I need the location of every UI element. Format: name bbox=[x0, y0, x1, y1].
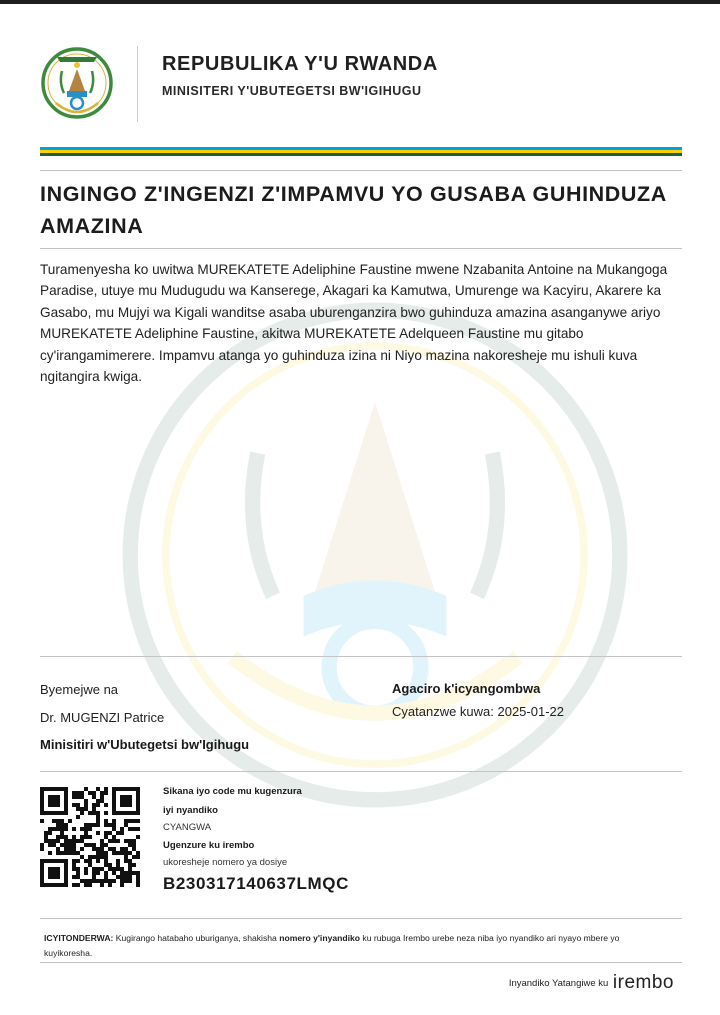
file-number-hint: ukoresheje nomero ya dosiye bbox=[163, 857, 288, 868]
scan-instruction: Sikana iyo code mu kugenzura bbox=[163, 786, 302, 797]
divider bbox=[40, 170, 682, 171]
signer-role: Minisitiri w'Ubutegetsi bw'Igihugu bbox=[40, 737, 250, 752]
notice-text-end: ku rubuga Irembo urebe neza niba iyo nyandiko ari nyayo mbere yo kuyikoresha. bbox=[44, 933, 620, 958]
notice-label: ICYITONDERWA: bbox=[44, 933, 114, 943]
irembo-logo[interactable]: irembo bbox=[612, 972, 674, 993]
top-border bbox=[0, 0, 720, 4]
or-label: CYANGWA bbox=[163, 822, 212, 833]
divider bbox=[40, 248, 682, 249]
rwanda-coat-of-arms-icon bbox=[40, 45, 114, 123]
ministry-name: MINISITERI Y'UBUTEGETSI BW'IGIHUGU bbox=[162, 84, 422, 98]
country-name: REPUBULIKA Y'U RWANDA bbox=[162, 53, 438, 75]
scan-instruction-cont: iyi nyandiko bbox=[163, 805, 218, 816]
divider bbox=[40, 656, 682, 657]
divider bbox=[40, 771, 682, 772]
notice-text: Kugirango hatabaho uburiganya, shakisha bbox=[113, 933, 280, 943]
validity-label: Agaciro k'icyangombwa bbox=[392, 681, 541, 696]
document-title: INGINGO Z'INGENZI Z'IMPAMVU YO GUSABA GUHINDUZA AMAZINA bbox=[40, 182, 667, 238]
flag-stripes bbox=[40, 147, 682, 156]
verify-label: Ugenzure ku irembo bbox=[163, 840, 255, 851]
document-body: Turamenyesha ko uwitwa MUREKATETE Adeliphine Faustine mwene Nzabanita Antoine na Mukangoga Paradise, utuye mu Mudugudu wa Kanserege, Akagari ka Kamutwa, Umurenge wa Kacyiru, Akarere ka Gasabo, mu Mujyi wa Kigali wanditse asaba uburenganzira bwo guhinduza amazina asanganywe ariyo MUREKATETE Adeliphine Faustine, akitwa MUREKATETE Adelqueen Faustine mu gitabo cy'irangamimerere. Impamvu atanga yo guhinduza izina ni Niyo mazina nakoresheje mu ishuli kuva ngitangira kwiga. bbox=[40, 262, 668, 385]
notice-term: nomero y'inyandiko bbox=[279, 933, 361, 943]
file-number: B230317140637LMQC bbox=[163, 874, 349, 893]
issued-by-label: Inyandiko Yatangiwe ku bbox=[508, 978, 609, 989]
signer-name: Dr. MUGENZI Patrice bbox=[40, 710, 165, 725]
qr-code-icon[interactable] bbox=[40, 787, 140, 887]
divider bbox=[40, 962, 682, 963]
header-divider bbox=[137, 46, 138, 122]
issued-date: Cyatanzwe kuwa: 2025-01-22 bbox=[392, 704, 564, 719]
notice bbox=[44, 931, 664, 961]
flag-stripe-green bbox=[40, 153, 682, 156]
divider bbox=[40, 918, 682, 919]
issuer-footer bbox=[509, 972, 674, 994]
approved-label: Byemejwe na bbox=[40, 682, 119, 697]
